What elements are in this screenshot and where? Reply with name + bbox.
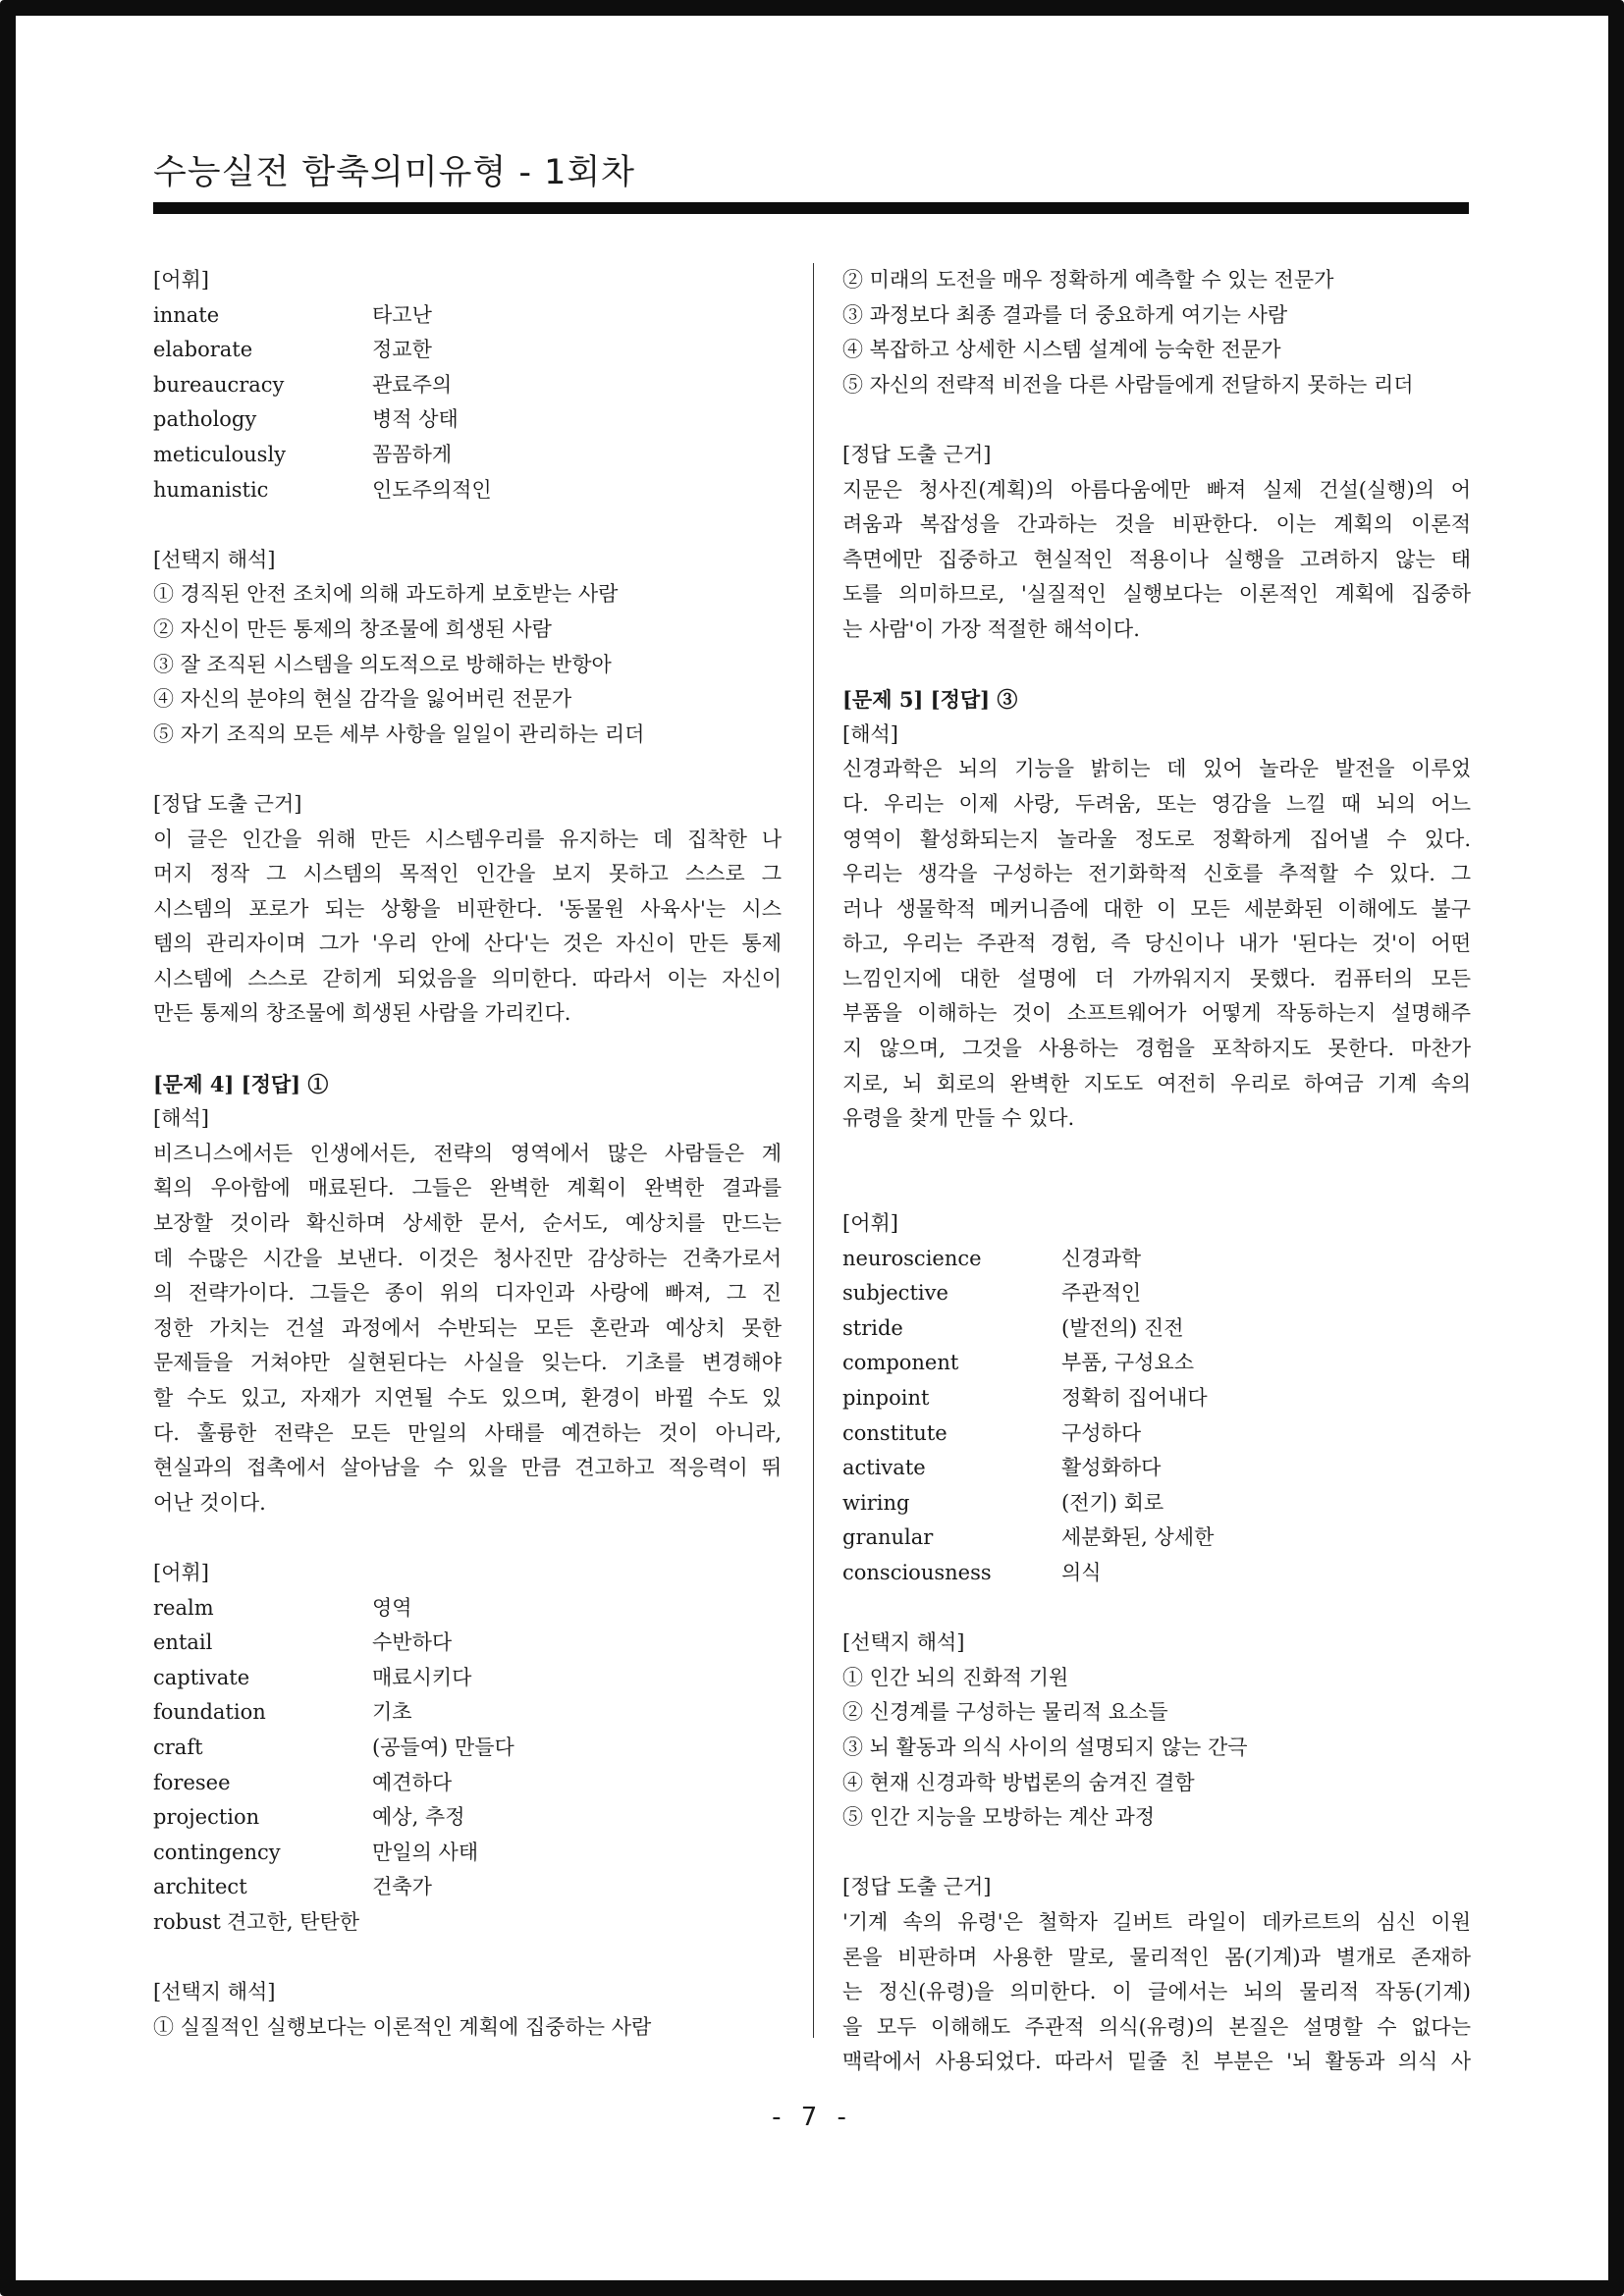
vocab-term: activate [842,1456,926,1480]
paragraph-line: 도를 의미하므로, '실질적인 실행보다는 이론적인 계획에 집중하 [842,582,1471,607]
choice-item: ② 신경계를 구성하는 물리적 요소들 [842,1700,1168,1725]
section-heading: [해석] [153,1106,209,1131]
paragraph-line: 을 모두 이해해도 주관적 의식(유령)의 본질은 설명할 수 없다는 [842,2014,1471,2039]
paragraph-line: 만든 통제의 창조물에 희생된 사람을 가리킨다. [153,1001,571,1026]
vocab-row [153,1905,782,1941]
paragraph-line: 유령을 찾게 만들 수 있다. [842,1106,1075,1131]
vocab-meaning: 인도주의적인 [372,477,492,502]
paragraph-line: 의 전략가이다. 그들은 종이 위의 디자인과 사랑에 빠져, 그 진 [153,1281,782,1306]
section-heading: [어휘] [153,1560,209,1584]
choice-item: ① 경직된 안전 조치에 의해 과도하게 보호받는 사람 [153,582,619,607]
paragraph-line: 러나 생물학적 메커니즘에 대한 이 모든 세분화된 이해에도 불구 [842,896,1471,921]
vocab-row [153,1766,782,1801]
choice-item: ① 인간 뇌의 진화적 기원 [842,1665,1069,1689]
paragraph-line: 론을 비판하며 사용한 말로, 물리적인 몸(기계)과 별개로 존재하 [842,1945,1471,1969]
choice-item: ① 실질적인 실행보다는 이론적인 계획에 집중하는 사람 [153,2014,652,2039]
vocab-term: architect [153,1875,247,1899]
choice-item: ③ 뇌 활동과 의식 사이의 설명되지 않는 간극 [842,1735,1248,1759]
vocab-meaning: 만일의 사태 [372,1840,479,1864]
vocab-term: granular [842,1525,934,1550]
paragraph-line: 우리는 생각을 구성하는 전기화학적 신호를 추적할 수 있다. 그 [842,862,1471,886]
paragraph-line: 지 않으며, 그것을 사용하는 경험을 포착하지도 못한다. 마찬가 [842,1037,1471,1061]
vocab-meaning: 활성화하다 [1061,1456,1162,1480]
vocab-meaning: 병적 상태 [372,407,459,432]
vocab-meaning: 꼼꼼하게 [372,442,453,466]
paragraph-line: 어난 것이다. [153,1490,266,1515]
paragraph-line: 보장할 것이라 확신하며 상세한 문서, 순서도, 예상치를 만드는 [153,1211,782,1236]
choice-item: ④ 자신의 분야의 현실 감각을 잃어버린 전문가 [153,687,572,712]
choice-item: ③ 잘 조직된 시스템을 의도적으로 방해하는 반항아 [153,652,612,676]
paragraph-line: 측면에만 집중하고 현실적인 적용이나 실행을 고려하지 않는 태 [842,547,1471,571]
vocab-term: elaborate [153,338,253,362]
vocab-row [153,473,782,508]
paragraph-line: 이 글은 인간을 위해 만든 시스템우리를 유지하는 데 집착한 나 [153,827,782,851]
choice-item: ④ 현재 신경과학 방법론의 숨겨진 결함 [842,1770,1195,1794]
vocab-list [153,298,782,508]
section-heading: [선택지 해석] [153,1980,276,2004]
vocab-term: foresee [153,1770,231,1794]
vocab-row [842,1556,1471,1591]
vocab-meaning: (발전의) 진전 [1061,1315,1184,1340]
choice-item: ⑤ 자기 조직의 모든 세부 사항을 일일이 관리하는 리더 [153,721,645,746]
paragraph-line: 려움과 복잡성을 간과하는 것을 비판한다. 이는 계획의 이론적 [842,512,1471,537]
paragraph-line: 는 사람'이 가장 적절한 해석이다. [842,616,1140,641]
page-number: - 7 - [772,2103,852,2132]
vocab-term: bureaucracy [153,372,285,397]
vocab-term: subjective [842,1281,948,1306]
vocab-row [842,1451,1471,1486]
vocab-meaning: 신경과학 [1061,1246,1142,1270]
section-heading: [선택지 해석] [842,1630,965,1655]
section-heading: [정답 도출 근거] [842,442,992,466]
vocab-meaning: 예견하다 [372,1770,453,1794]
vocab-meaning: 예상, 추정 [372,1805,465,1830]
vocab-term: realm [153,1595,214,1620]
vocab-term: humanistic [153,477,269,502]
section-heading: [정답 도출 근거] [153,791,302,816]
paragraph-line: 시스템에 스스로 갇히게 되었음을 의미한다. 따라서 이는 자신이 [153,966,782,990]
vocab-row [153,1695,782,1731]
paragraph-line: 지로, 뇌 회로의 완벽한 지도도 여전히 우리로 하여금 기계 속의 [842,1071,1471,1095]
vocab-term: contingency [153,1840,281,1864]
paragraph-line: 할 수도 있고, 자재가 지연될 수도 있으며, 환경이 바뀔 수도 있 [153,1386,782,1410]
vocab-row [842,1242,1471,1277]
vocab-row [842,1416,1471,1452]
choice-item: ⑤ 자신의 전략적 비전을 다른 사람들에게 전달하지 못하는 리더 [842,372,1414,397]
vocab-meaning: 건축가 [372,1875,432,1899]
paragraph-line: 시스템의 포로가 되는 상황을 비판한다. '동물원 사육사'는 시스 [153,896,782,921]
paragraph-line: 영역이 활성화되는지 놀라울 정도로 정확하게 집어낼 수 있다. [842,827,1471,851]
vocab-term: entail [153,1630,213,1655]
section-heading: [어휘] [153,268,209,292]
paragraph-line: 정한 가치는 건설 과정에서 수반되는 모든 혼란과 예상치 못한 [153,1315,782,1340]
page-title: 수능실전 함축의미유형 - 1회차 [153,153,635,192]
choice-item: ③ 과정보다 최종 결과를 더 중요하게 여기는 사람 [842,302,1288,327]
paragraph-line: 템의 관리자이며 그가 '우리 안에 산다'는 것은 자신이 만든 통제 [153,932,782,956]
vocab-meaning: 영역 [372,1595,412,1620]
vocab-row [153,1870,782,1905]
choice-item: ⑤ 인간 지능을 모방하는 계산 과정 [842,1805,1156,1830]
vocab-meaning: 부품, 구성요소 [1061,1351,1195,1375]
section-heading: [해석] [842,721,898,746]
vocab-term: robust [153,1909,221,1934]
paragraph-line: 지문은 청사진(계획)의 아름다움에만 빠져 실제 건설(실행)의 어 [842,477,1471,502]
vocab-row [153,298,782,334]
vocab-meaning: (공들여) 만들다 [372,1735,514,1759]
paragraph-line: 부품을 이해하는 것이 소프트웨어가 어떻게 작동하는지 설명해주 [842,1001,1471,1026]
header-rule [153,202,1469,214]
vocab-meaning: 타고난 [372,302,432,327]
paragraph-line: 는 정신(유령)을 의미한다. 이 글에서는 뇌의 물리적 작동(기계) [842,1980,1471,2004]
vocab-row [153,1731,782,1766]
vocab-meaning: 견고한, 탄탄한 [227,1909,360,1934]
section-heading: [어휘] [842,1211,898,1236]
vocab-row [842,1346,1471,1381]
paragraph-line: 신경과학은 뇌의 기능을 밝히는 데 있어 놀라운 발전을 이루었 [842,757,1471,781]
vocab-term: neuroscience [842,1246,982,1270]
paragraph-line: 다. 훌륭한 전략은 모든 만일의 사태를 예견하는 것이 아니라, [153,1420,782,1445]
paragraph-line: 데 수많은 시간을 보낸다. 이것은 청사진만 감상하는 건축가로서 [153,1246,782,1270]
vocab-row [153,1661,782,1696]
question-heading: [문제 4] [정답] ① [153,1071,329,1096]
vocab-meaning: (전기) 회로 [1061,1490,1164,1515]
vocab-row [153,333,782,368]
vocab-row [842,1486,1471,1522]
vocab-meaning: 의식 [1061,1560,1102,1584]
vocab-meaning: 구성하다 [1061,1420,1142,1445]
vocab-row [153,1591,782,1627]
vocab-row [842,1276,1471,1311]
paragraph-line: 머지 정작 그 시스템의 목적인 인간을 보지 못하고 스스로 그 [153,862,782,886]
vocab-meaning: 정확히 집어내다 [1061,1386,1208,1410]
right-column [842,263,1471,2080]
paragraph-line: 다. 우리는 이제 사랑, 두려움, 또는 영감을 느낄 때 뇌의 어느 [842,791,1471,816]
vocab-term: component [842,1351,959,1375]
section-heading: [정답 도출 근거] [842,1875,992,1899]
paragraph-line: 느낌인지에 대한 설명에 더 가까워지지 못했다. 컴퓨터의 모든 [842,966,1471,990]
vocab-meaning: 관료주의 [372,372,453,397]
vocab-row [842,1381,1471,1416]
vocab-row [842,1311,1471,1347]
vocab-meaning: 수반하다 [372,1630,453,1655]
paragraph-line: 맥락에서 사용되었다. 따라서 밑줄 친 부분은 '뇌 활동과 의식 사 [842,2050,1471,2074]
paragraph-line: 획의 우아함에 매료된다. 그들은 완벽한 계획이 완벽한 결과를 [153,1176,782,1201]
vocab-row [153,1836,782,1871]
vocab-term: constitute [842,1420,947,1445]
vocab-term: wiring [842,1490,910,1515]
vocab-term: stride [842,1315,903,1340]
vocab-row [153,1626,782,1661]
vocab-meaning: 정교한 [372,338,432,362]
vocab-meaning: 세분화된, 상세한 [1061,1525,1215,1550]
vocab-meaning: 주관적인 [1061,1281,1142,1306]
vocab-list [153,1591,782,1941]
vocab-row [153,1800,782,1836]
vocab-term: meticulously [153,442,287,466]
choice-item: ④ 복잡하고 상세한 시스템 설계에 능숙한 전문가 [842,338,1281,362]
vocab-row [153,368,782,403]
vocab-term: craft [153,1735,203,1759]
vocab-term: captivate [153,1665,250,1689]
left-column [153,263,782,2045]
vocab-meaning: 매료시키다 [372,1665,472,1689]
vocab-term: projection [153,1805,260,1830]
question-heading: [문제 5] [정답] ③ [842,687,1018,713]
vocab-list [842,1242,1471,1591]
vocab-row [842,1521,1471,1556]
paragraph-line: 비즈니스에서든 인생에서든, 전략의 영역에서 많은 사람들은 계 [153,1141,782,1165]
vocab-meaning: 기초 [372,1700,412,1725]
choice-item: ② 자신이 만든 통제의 창조물에 희생된 사람 [153,616,552,641]
vocab-term: pinpoint [842,1386,930,1410]
choice-item: ② 미래의 도전을 매우 정확하게 예측할 수 있는 전문가 [842,268,1334,292]
paragraph-line: 하고, 우리는 주관적 경험, 즉 당신이나 내가 '된다는 것'이 어떤 [842,932,1471,956]
vocab-row [153,402,782,438]
vocab-term: foundation [153,1700,266,1725]
paragraph-line: 현실과의 접촉에서 살아남을 수 있을 만큼 견고하고 적응력이 뛰 [153,1456,782,1480]
section-heading: [선택지 해석] [153,547,276,571]
vocab-row [153,438,782,473]
vocab-term: innate [153,302,220,327]
paragraph-line: 문제들을 거쳐야만 실현된다는 사실을 잊는다. 기초를 변경해야 [153,1351,782,1375]
vocab-term: consciousness [842,1560,992,1584]
vocab-term: pathology [153,407,257,432]
paragraph-line: '기계 속의 유령'은 철학자 길버트 라일이 데카르트의 심신 이원 [842,1909,1471,1934]
column-divider [813,263,814,2038]
